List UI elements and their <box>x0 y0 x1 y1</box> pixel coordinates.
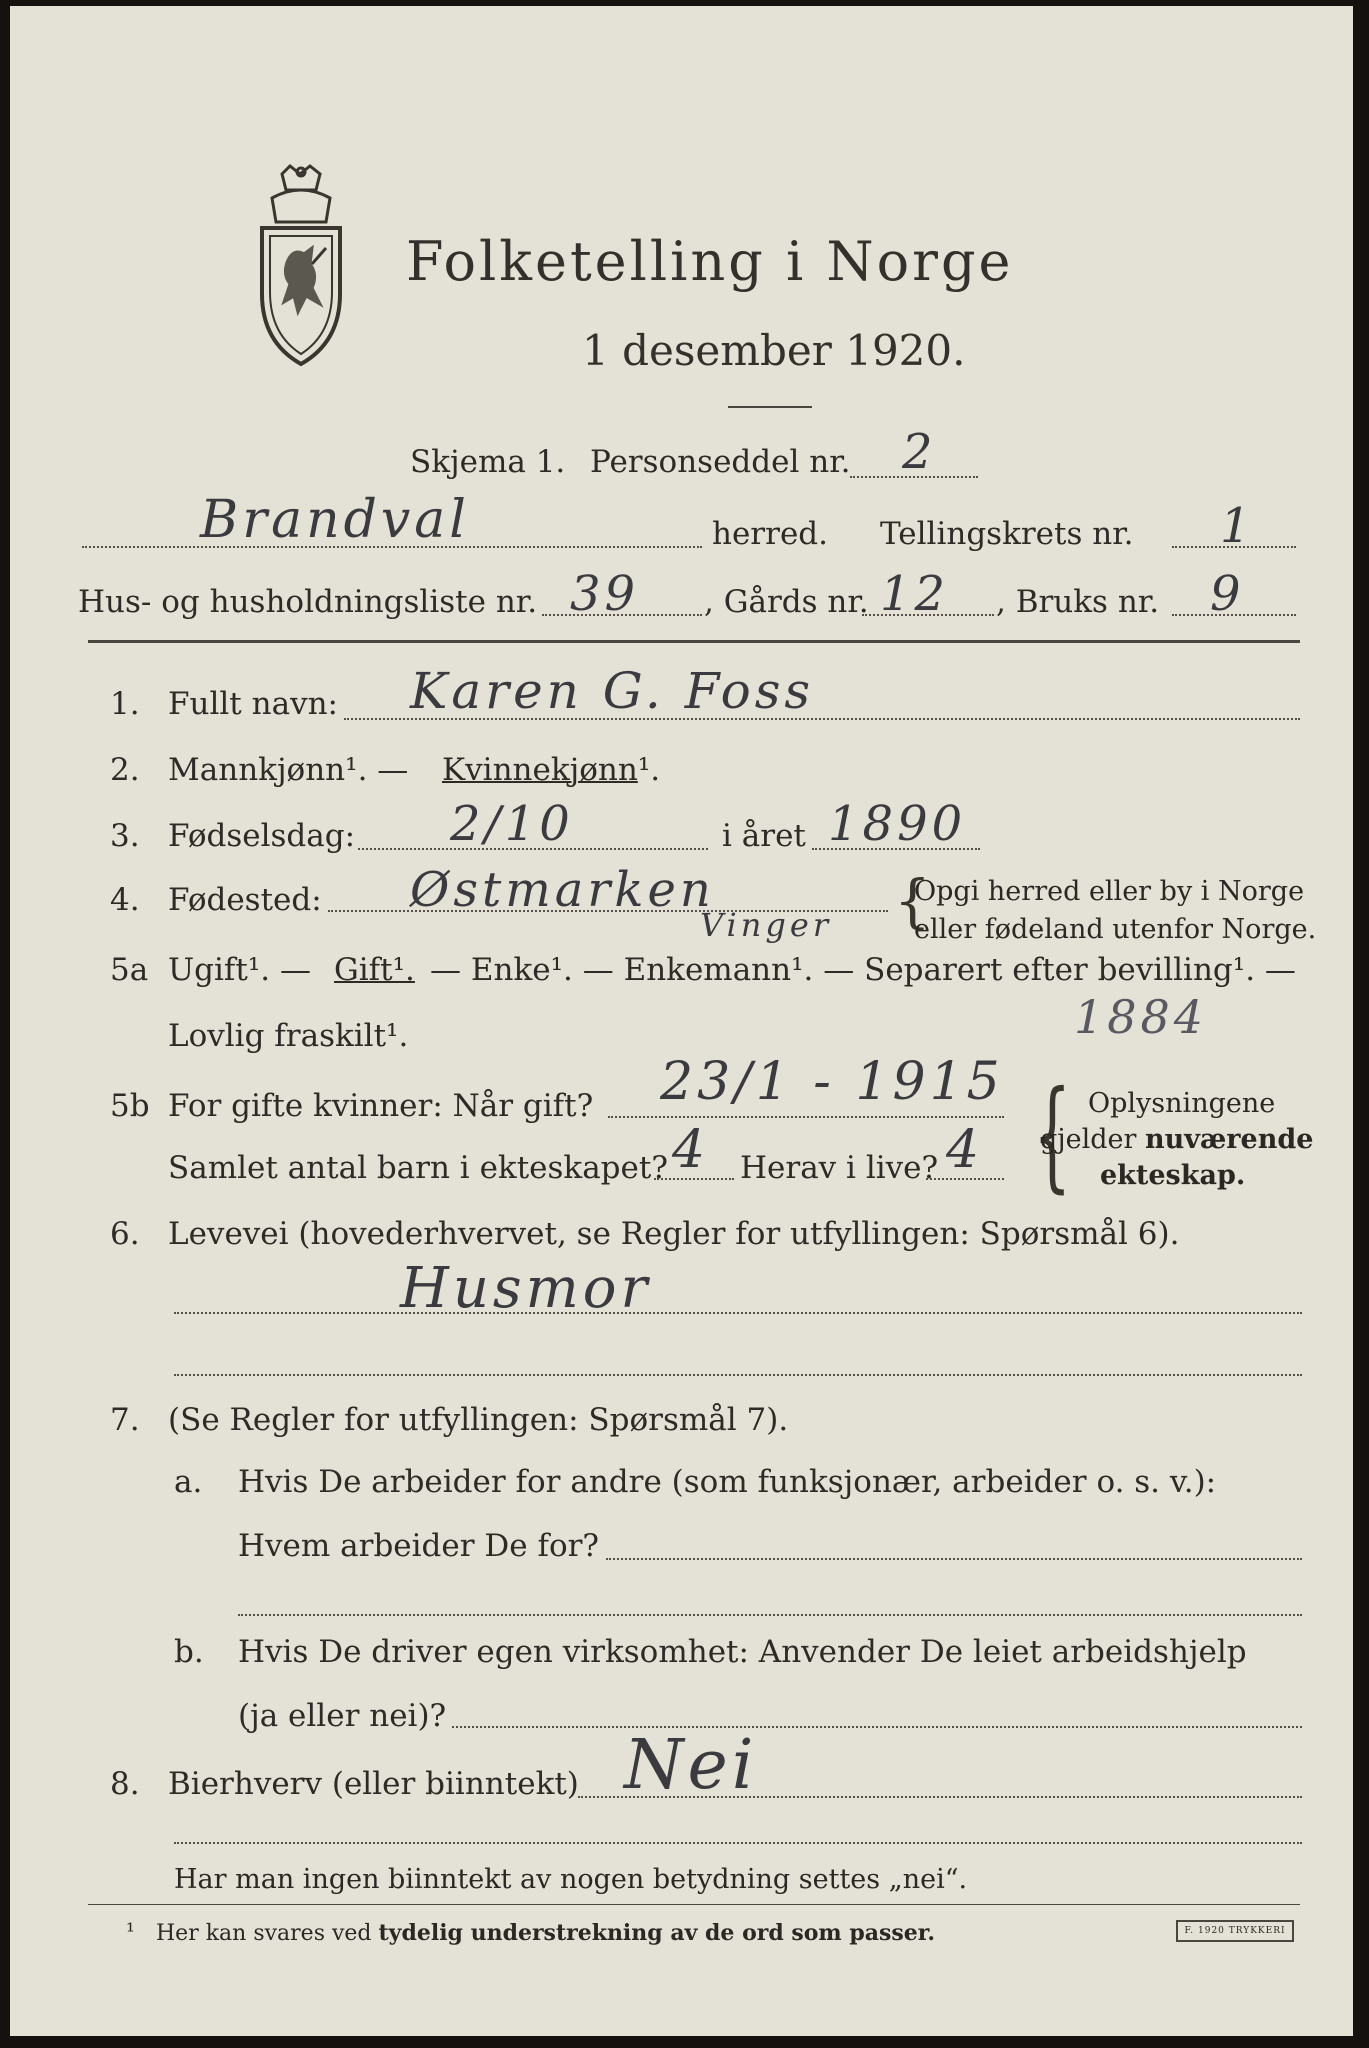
q7-number: 7. <box>110 1402 140 1438</box>
census-date: 1 desember 1920. <box>582 326 966 375</box>
tellingskrets-label: Tellingskrets nr. <box>880 516 1134 552</box>
gards-label: , Gårds nr. <box>704 584 869 620</box>
q1-label: Fullt navn: <box>168 686 338 722</box>
q4-label: Fødested: <box>168 882 322 918</box>
q7b-question: (ja eller nei)? <box>238 1698 447 1734</box>
q5b-married-date-value: 23/1 - 1915 <box>660 1052 1004 1112</box>
q3-label: Fødselsdag: <box>168 818 356 854</box>
title-divider <box>728 406 812 408</box>
q5a-ugift-option: Ugift¹. — <box>168 952 311 988</box>
q8-label: Bierhverv (eller biinntekt) <box>168 1766 579 1802</box>
q2-female-option-underlined: Kvinnekjønn <box>442 752 638 788</box>
q6-number: 6. <box>110 1216 140 1252</box>
q5b-alive-value: 4 <box>946 1120 984 1180</box>
q5b-note-line1: Oplysningene <box>1088 1088 1276 1119</box>
census-form-sheet: Folketelling i Norge 1 desember 1920. Skjema 1. Personseddel nr. 2 Brandval herred. Tellingskrets nr. 1 Hus- og husholdningsliste nr. 39 , Gårds nr. 12 , Bruks nr. 9 1. Fullt navn: Karen G. Foss 2. Mannkjønn¹. — Kvinnekjønn¹. 3. Fødselsdag: 2/10 i året 1890 4. Fødested: Østmarken Vinger { Opgi herred eller by i Norge eller fødeland utenfor Norge. 5a Ugift¹. — Gift¹. — Enke¹. — Enkemann¹. — Separert efter bevilling¹. — Lovlig fraskilt¹. 1884 5b For gifte kvinner: Når gift? 23/1 - 1915 Samlet antal barn i ekteskapet? 4 Herav i live? 4 { Oplysningene gjelder nuværende ekteskap. 6. Levevei (hovederhvervet, se Regler for utfyllingen: Spørsmål 6). Husmor 7. (Se Regler for utfyllingen: Spørsmål 7). a. Hvis De arbeider for andre (som funksjonær, arbeider o. s. v.): Hvem arbeider De for? b. Hvis De driver egen virksomhet: Anvender De leiet arbeidshjelp (ja eller nei)? 8. Bierhverv (eller biinntekt) Nei Har man ingen biinntekt av nogen betydning settes „nei“. ¹ Her kan svares ved tydelig understrekning av de ord som passer. F. 1920 TRYKKERI <box>10 6 1353 2036</box>
q3-number: 3. <box>110 818 140 854</box>
q7a-question: Hvem arbeider De for? <box>238 1528 600 1564</box>
q4-birthplace-value-2: Vinger <box>700 906 833 944</box>
tellingskrets-value: 1 <box>1220 498 1255 554</box>
q5a-line2: Lovlig fraskilt¹. <box>168 1018 409 1054</box>
q5b-alive-label: Herav i live? <box>740 1150 939 1186</box>
herred-value: Brandval <box>200 490 470 550</box>
bruks-value: 9 <box>1210 566 1245 622</box>
norway-coat-of-arms-icon <box>242 164 360 369</box>
form-title: Folketelling i Norge <box>406 230 1014 293</box>
q6-occupation-value: Husmor <box>400 1256 652 1321</box>
footnote-text-a: Her kan svares ved <box>156 1921 379 1946</box>
q5a-margin-note: 1884 <box>1074 990 1208 1044</box>
q5b-number: 5b <box>110 1088 150 1124</box>
q7b-letter: b. <box>174 1634 204 1670</box>
q3-year-value: 1890 <box>828 796 967 852</box>
personseddel-label: Personseddel nr. <box>590 444 851 480</box>
q6-label: Levevei (hovederhvervet, se Regler for utfyllingen: Spørsmål 6). <box>168 1216 1180 1252</box>
footnote-text-b: tydelig understrekning av de ord som passer. <box>378 1920 936 1946</box>
q5b-note-line2b: nuværende <box>1145 1124 1314 1155</box>
q8-number: 8. <box>110 1766 140 1802</box>
q4-note-line1: Opgi herred eller by i Norge <box>914 876 1305 907</box>
q2-female-sup: ¹. <box>637 752 661 788</box>
herred-label: herred. <box>712 516 828 552</box>
q5a-gift-option-underlined: Gift¹. <box>334 952 415 988</box>
q5a-number: 5a <box>110 952 149 988</box>
printer-stamp: F. 1920 TRYKKERI <box>1176 1920 1294 1942</box>
q5b-label: For gifte kvinner: Når gift? <box>168 1088 594 1124</box>
q5a-other-options: — Enke¹. — Enkemann¹. — Separert efter bevilling¹. — <box>430 952 1296 988</box>
q2-male-option: Mannkjønn¹. — <box>168 752 409 788</box>
bruks-label: , Bruks nr. <box>996 584 1160 620</box>
gards-value: 12 <box>880 566 950 622</box>
footnote-number: ¹ <box>126 1920 135 1945</box>
q5b-note-line2a: gjelder <box>1040 1124 1146 1155</box>
q7-label: (Se Regler for utfyllingen: Spørsmål 7). <box>168 1402 789 1438</box>
husliste-label: Hus- og husholdningsliste nr. <box>78 584 538 620</box>
q7a-text: Hvis De arbeider for andre (som funksjonær, arbeider o. s. v.): <box>238 1464 1217 1500</box>
q5b-children-label: Samlet antal barn i ekteskapet? <box>168 1150 668 1186</box>
personseddel-value: 2 <box>902 424 937 480</box>
q4-birthplace-value: Østmarken <box>410 862 715 918</box>
q4-note-line2: eller fødeland utenfor Norge. <box>914 914 1317 945</box>
q3-year-label: i året <box>722 818 806 854</box>
skjema-label: Skjema 1. <box>410 444 566 480</box>
footer-note: Har man ingen biinntekt av nogen betydning settes „nei“. <box>174 1864 968 1895</box>
header-rule <box>88 640 1300 643</box>
q8-side-income-value: Nei <box>624 1726 758 1805</box>
q7a-letter: a. <box>174 1464 203 1500</box>
q1-number: 1. <box>110 686 140 722</box>
q3-birthday-value: 2/10 <box>450 796 574 852</box>
q5b-note-line3: ekteskap. <box>1100 1160 1246 1191</box>
q4-number: 4. <box>110 882 140 918</box>
q5b-children-value: 4 <box>672 1120 710 1180</box>
husliste-value: 39 <box>570 566 640 622</box>
q1-full-name-value: Karen G. Foss <box>410 662 815 720</box>
q2-number: 2. <box>110 752 140 788</box>
q7b-text: Hvis De driver egen virksomhet: Anvender De leiet arbeidshjelp <box>238 1634 1247 1670</box>
